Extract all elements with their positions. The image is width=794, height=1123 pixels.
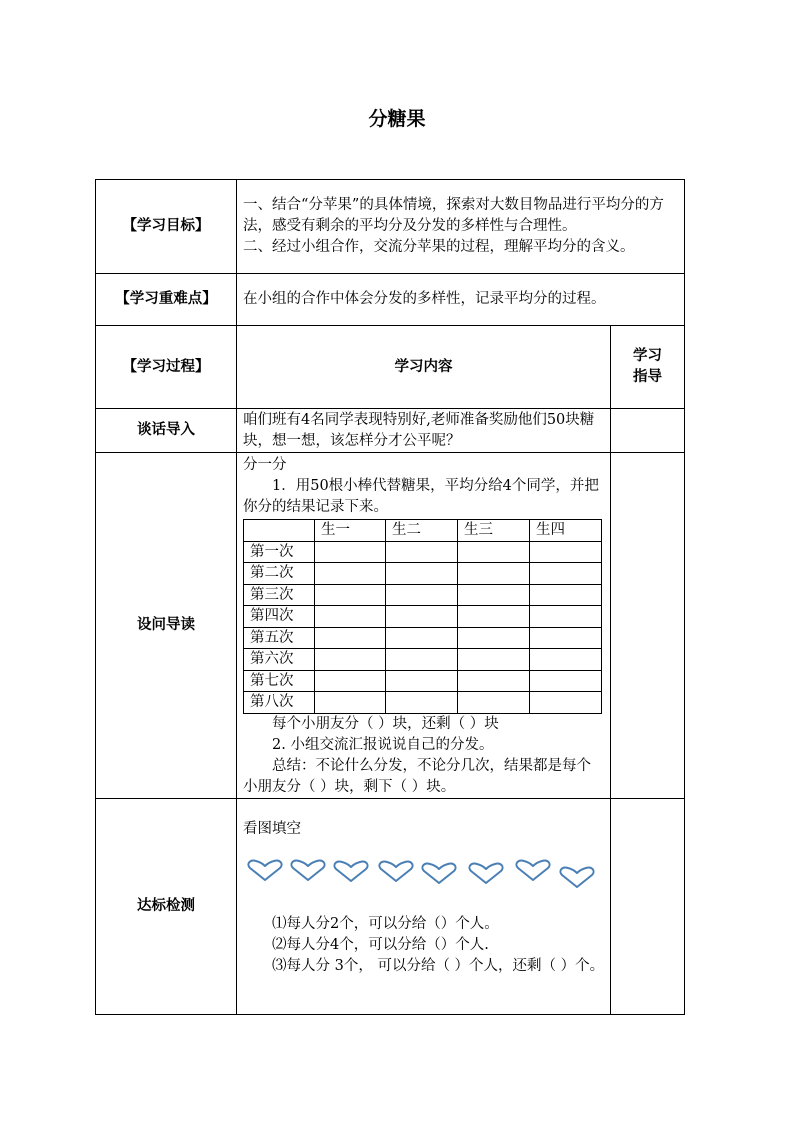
record-header-row bbox=[244, 520, 602, 542]
difficulty-label: 【学习重难点】 bbox=[96, 274, 237, 326]
intro-label: 谈话导入 bbox=[96, 409, 237, 453]
guided-row bbox=[96, 453, 685, 799]
record-cell[interactable] bbox=[458, 670, 530, 692]
record-row bbox=[244, 670, 602, 692]
record-row bbox=[244, 584, 602, 606]
record-cell[interactable] bbox=[386, 584, 458, 606]
record-row bbox=[244, 541, 602, 563]
record-cell[interactable] bbox=[530, 584, 602, 606]
guided-subtitle: 分一分 bbox=[243, 457, 287, 473]
intro-content: 咱们班有4名同学表现特别好,老师准备奖励他们50块糖块，想一想，该怎样分才公平呢？ bbox=[237, 409, 611, 453]
goals-line1: 一、结合“分苹果”的具体情境，探索对大数目物品进行平均分的方法，感受有剩余的平均分及分发的多样性与合理性。 bbox=[243, 197, 664, 234]
record-cell[interactable] bbox=[530, 649, 602, 671]
record-row bbox=[244, 692, 602, 714]
record-cell[interactable] bbox=[530, 670, 602, 692]
record-cell[interactable] bbox=[458, 627, 530, 649]
heart-icon bbox=[334, 861, 367, 880]
heart-icon bbox=[469, 863, 502, 882]
check-label: 达标检测 bbox=[96, 798, 237, 1014]
record-cell[interactable] bbox=[386, 649, 458, 671]
heart-icon bbox=[291, 860, 324, 879]
check-subtitle: 看图填空 bbox=[243, 820, 301, 837]
heart-icon bbox=[422, 863, 455, 882]
record-cell[interactable] bbox=[530, 606, 602, 628]
goals-line2: 二、经过小组合作，交流分苹果的过程，理解平均分的含义。 bbox=[243, 239, 635, 255]
check-item-2: ⑵每人分4个，可以分给（）个人. bbox=[272, 936, 489, 953]
record-cell[interactable] bbox=[386, 563, 458, 585]
guided-question-1: 1．用50根小棒代替糖果，平均分给4个同学，并把你分的结果记录下来。 bbox=[243, 478, 599, 515]
record-cell[interactable] bbox=[315, 649, 386, 671]
record-header-cell: 生四 bbox=[530, 520, 602, 542]
record-cell[interactable] bbox=[458, 649, 530, 671]
page-title: 分糖果 bbox=[368, 108, 426, 130]
record-table bbox=[243, 519, 602, 714]
record-cell[interactable] bbox=[386, 692, 458, 714]
record-row-label: 第五次 bbox=[244, 627, 315, 649]
goals-row bbox=[96, 180, 685, 274]
record-cell[interactable] bbox=[315, 627, 386, 649]
heart-icon bbox=[379, 861, 412, 880]
record-row-label: 第六次 bbox=[244, 649, 315, 671]
guided-summary: 总结：不论什么分发，不论分几次，结果都是每个小朋友分（ ）块，剩下（ ）块。 bbox=[243, 757, 591, 795]
guide-header-line2: 指导 bbox=[633, 369, 662, 385]
check-item-1: ⑴每人分2个，可以分给（）个人。 bbox=[272, 915, 499, 932]
guided-guide-cell bbox=[611, 453, 685, 799]
heart-icon bbox=[248, 860, 281, 879]
difficulty-content: 在小组的合作中体会分发的多样性，记录平均分的过程。 bbox=[237, 274, 685, 326]
record-cell[interactable] bbox=[458, 692, 530, 714]
hearts-picture bbox=[243, 856, 605, 896]
record-cell[interactable] bbox=[458, 541, 530, 563]
check-item-3: ⑶每人分 3个， 可以分给（ ）个人，还剩（ ）个。 bbox=[272, 957, 605, 974]
guided-fill-1: 每个小朋友分（ ）块，还剩（ ）块 bbox=[272, 715, 499, 732]
record-cell[interactable] bbox=[315, 584, 386, 606]
record-header-cell: 生二 bbox=[386, 520, 458, 542]
record-cell[interactable] bbox=[530, 541, 602, 563]
process-label: 【学习过程】 bbox=[96, 326, 237, 409]
check-row bbox=[96, 798, 685, 1014]
record-row bbox=[244, 606, 602, 628]
record-cell[interactable] bbox=[386, 627, 458, 649]
check-content bbox=[237, 798, 611, 1014]
intro-guide-cell bbox=[611, 409, 685, 453]
goals-label: 【学习目标】 bbox=[96, 180, 237, 274]
lesson-table bbox=[95, 179, 685, 1015]
record-cell[interactable] bbox=[530, 563, 602, 585]
record-cell[interactable] bbox=[458, 563, 530, 585]
record-row bbox=[244, 563, 602, 585]
record-row bbox=[244, 649, 602, 671]
guided-label: 设问导读 bbox=[96, 453, 237, 799]
record-row-label: 第八次 bbox=[244, 692, 315, 714]
record-row-label: 第七次 bbox=[244, 670, 315, 692]
record-row-label: 第三次 bbox=[244, 584, 315, 606]
record-row-label: 第四次 bbox=[244, 606, 315, 628]
record-cell[interactable] bbox=[315, 563, 386, 585]
record-cell[interactable] bbox=[315, 541, 386, 563]
content-header: 学习内容 bbox=[237, 326, 611, 409]
record-cell[interactable] bbox=[315, 606, 386, 628]
record-row bbox=[244, 627, 602, 649]
record-row-label: 第一次 bbox=[244, 541, 315, 563]
record-header-cell: 生三 bbox=[458, 520, 530, 542]
check-guide-cell bbox=[611, 798, 685, 1014]
hearts-svg bbox=[243, 856, 603, 896]
record-row-label: 第二次 bbox=[244, 563, 315, 585]
process-header-row bbox=[96, 326, 685, 409]
guided-content bbox=[237, 453, 611, 799]
guide-header-line1: 学习 bbox=[633, 348, 662, 364]
difficulty-row bbox=[96, 274, 685, 326]
record-header-cell: 生一 bbox=[315, 520, 386, 542]
guide-header bbox=[611, 326, 685, 409]
heart-icon bbox=[516, 860, 549, 879]
intro-row bbox=[96, 409, 685, 453]
record-cell[interactable] bbox=[458, 584, 530, 606]
record-cell[interactable] bbox=[386, 541, 458, 563]
record-header-cell bbox=[244, 520, 315, 542]
guided-question-2: 2. 小组交流汇报说说自己的分发。 bbox=[272, 736, 494, 753]
record-cell[interactable] bbox=[315, 692, 386, 714]
record-cell[interactable] bbox=[386, 670, 458, 692]
heart-icon bbox=[560, 867, 593, 886]
record-cell[interactable] bbox=[530, 627, 602, 649]
record-cell[interactable] bbox=[530, 692, 602, 714]
record-cell[interactable] bbox=[386, 606, 458, 628]
goals-content bbox=[237, 180, 685, 274]
record-cell[interactable] bbox=[315, 670, 386, 692]
record-cell[interactable] bbox=[458, 606, 530, 628]
